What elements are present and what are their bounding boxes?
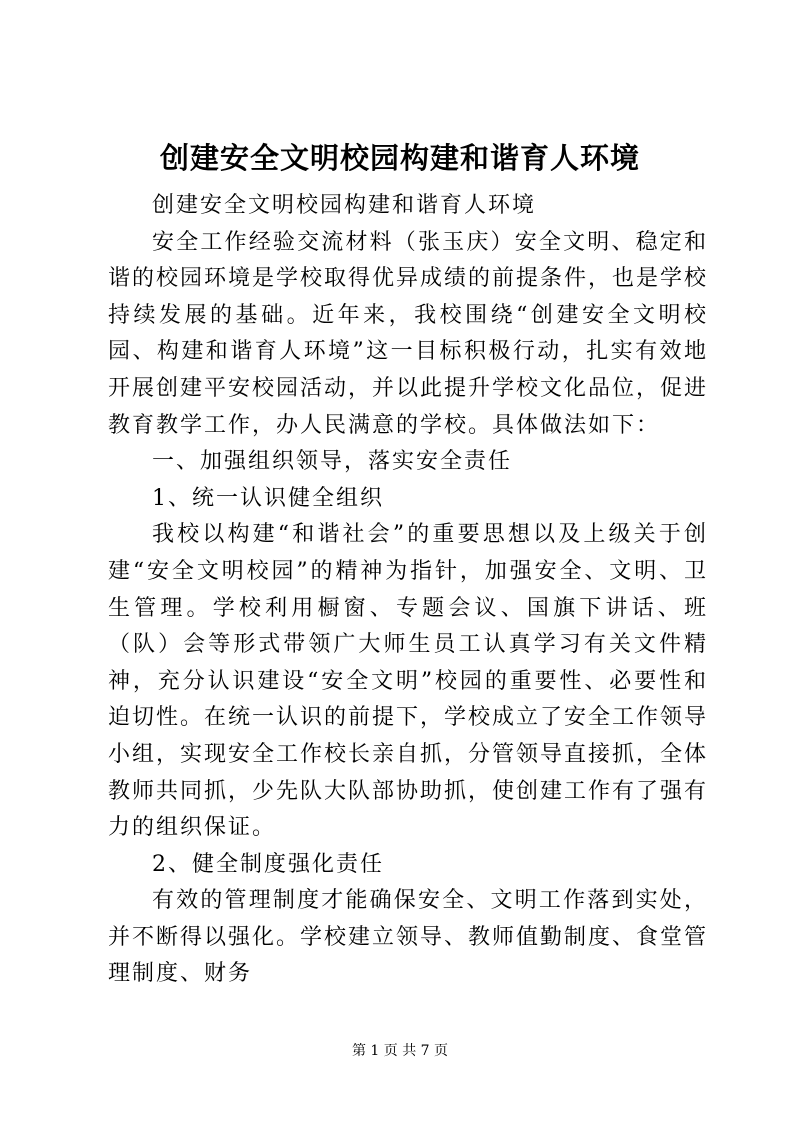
page-number-footer: 第 1 页 共 7 页 [351, 1043, 449, 1059]
paragraph-intro: 安全工作经验交流材料（张玉庆）安全文明、稳定和谐的校园环境是学校取得优异成绩的前提条件，也是学校持续发展的基础。近年来，我校围绕“创建安全文明校园、构建和谐育人环境”这一目标积极行动，扎实有效地开展创建平安校园活动，并以此提升学校文化品位，促进教育教学工作，办人民满意的学校。具体做法如下： [108, 229, 709, 438]
paragraph-system: 有效的管理制度才能确保安全、文明工作落到实处，并不断得以强化。学校建立领导、教师值勤制度、食堂管理制度、财务 [108, 888, 709, 987]
subsection-heading-2: 2、健全制度强化责任 [152, 851, 384, 877]
document-title: 创建安全文明校园构建和谐育人环境 [159, 141, 640, 175]
document-body [108, 188, 708, 993]
section-heading-1: 一、加强组织领导，落实安全责任 [152, 449, 513, 475]
paragraph-organization: 我校以构建“和谐社会”的重要思想以及上级关于创建“安全文明校园”的精神为指针，加强安全、文明、卫生管理。学校利用橱窗、专题会议、国旗下讲话、班（队）会等形式带领广大师生员工认真学习有关文件精神，充分认识建设“安全文明”校园的重要性、必要性和迫切性。在统一认识的前提下，学校成立了安全工作领导小组，实现安全工作校长亲自抓，分管领导直接抓，全体教师共同抓，少先队大队部协助抓，使创建工作有了强有力的组织保证。 [108, 522, 709, 841]
subsection-heading-1: 1、统一认识健全组织 [152, 485, 384, 511]
paragraph-subtitle: 创建安全文明校园构建和谐育人环境 [152, 193, 537, 218]
